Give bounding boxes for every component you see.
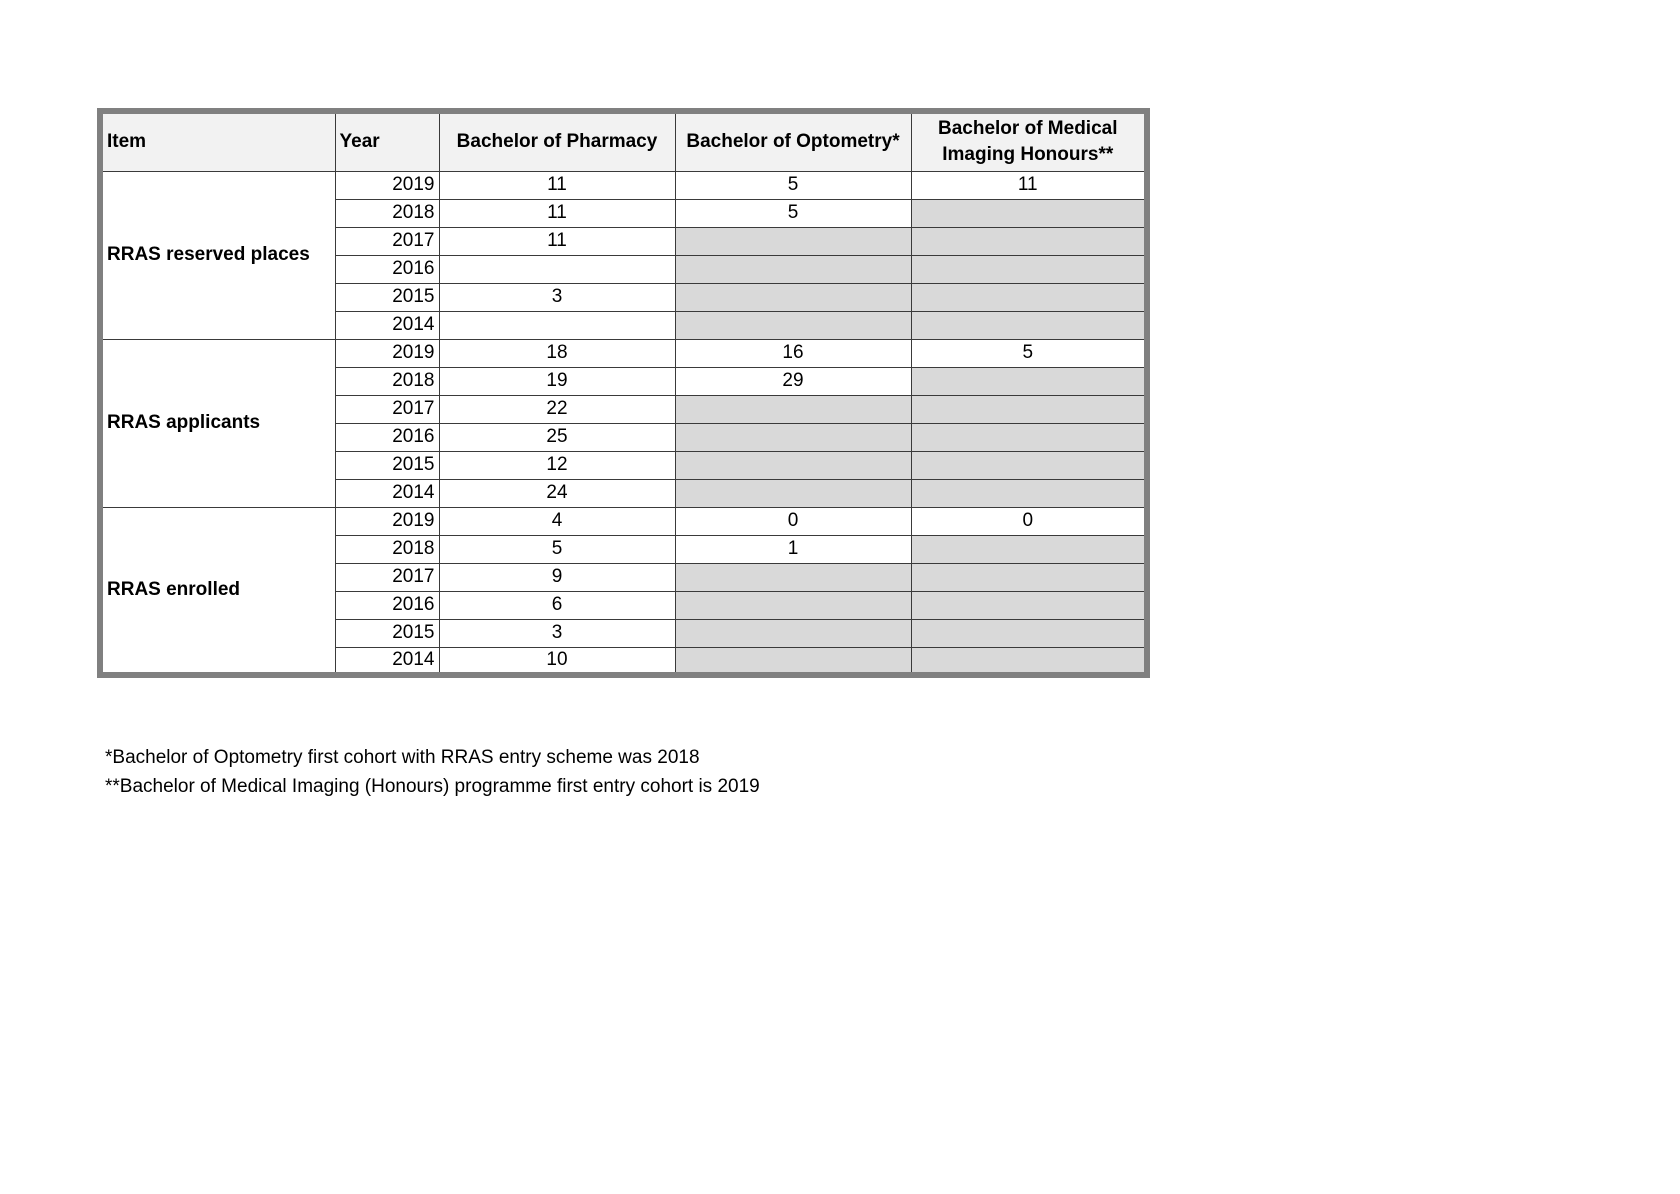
imaging-na-cell xyxy=(911,283,1147,311)
group-label: RRAS reserved places xyxy=(100,171,335,339)
optometry-na-cell xyxy=(675,619,911,647)
year-cell: 2018 xyxy=(335,199,439,227)
pharmacy-value-cell: 12 xyxy=(439,451,675,479)
optometry-value-cell: 5 xyxy=(675,171,911,199)
optometry-value-cell: 16 xyxy=(675,339,911,367)
optometry-na-cell xyxy=(675,395,911,423)
table-row xyxy=(100,507,1147,535)
pharmacy-value-cell: 25 xyxy=(439,423,675,451)
pharmacy-value-cell: 9 xyxy=(439,563,675,591)
imaging-value-cell: 5 xyxy=(911,339,1147,367)
year-cell: 2017 xyxy=(335,395,439,423)
year-cell: 2017 xyxy=(335,227,439,255)
year-cell: 2014 xyxy=(335,479,439,507)
optometry-na-cell xyxy=(675,423,911,451)
optometry-na-cell xyxy=(675,563,911,591)
footnote-imaging: **Bachelor of Medical Imaging (Honours) programme first entry cohort is 2019 xyxy=(105,776,760,797)
imaging-value-cell: 0 xyxy=(911,507,1147,535)
pharmacy-value-cell xyxy=(439,311,675,339)
imaging-na-cell xyxy=(911,395,1147,423)
footnote-optometry: *Bachelor of Optometry first cohort with RRAS entry scheme was 2018 xyxy=(105,747,700,768)
year-cell: 2016 xyxy=(335,255,439,283)
footnotes xyxy=(105,743,760,801)
group-label: RRAS applicants xyxy=(100,339,335,507)
imaging-value-cell: 11 xyxy=(911,171,1147,199)
pharmacy-value-cell: 6 xyxy=(439,591,675,619)
pharmacy-value-cell: 22 xyxy=(439,395,675,423)
optometry-na-cell xyxy=(675,255,911,283)
optometry-na-cell xyxy=(675,311,911,339)
table-row xyxy=(100,171,1147,199)
imaging-na-cell xyxy=(911,423,1147,451)
pharmacy-value-cell: 5 xyxy=(439,535,675,563)
imaging-na-cell xyxy=(911,227,1147,255)
pharmacy-value-cell xyxy=(439,255,675,283)
imaging-na-cell xyxy=(911,563,1147,591)
imaging-na-cell xyxy=(911,535,1147,563)
year-cell: 2015 xyxy=(335,451,439,479)
year-cell: 2015 xyxy=(335,283,439,311)
table-row xyxy=(100,339,1147,367)
year-cell: 2018 xyxy=(335,535,439,563)
header-year: Year xyxy=(335,111,439,171)
optometry-value-cell: 29 xyxy=(675,367,911,395)
year-cell: 2019 xyxy=(335,171,439,199)
optometry-na-cell xyxy=(675,451,911,479)
imaging-na-cell xyxy=(911,647,1147,675)
table-body xyxy=(100,171,1147,675)
pharmacy-value-cell: 11 xyxy=(439,171,675,199)
year-cell: 2014 xyxy=(335,647,439,675)
year-cell: 2014 xyxy=(335,311,439,339)
year-cell: 2019 xyxy=(335,507,439,535)
year-cell: 2019 xyxy=(335,339,439,367)
imaging-na-cell xyxy=(911,619,1147,647)
year-cell: 2015 xyxy=(335,619,439,647)
pharmacy-value-cell: 10 xyxy=(439,647,675,675)
optometry-na-cell xyxy=(675,283,911,311)
data-table xyxy=(97,108,1150,678)
header-item: Item xyxy=(100,111,335,171)
imaging-na-cell xyxy=(911,479,1147,507)
imaging-na-cell xyxy=(911,451,1147,479)
optometry-na-cell xyxy=(675,227,911,255)
optometry-na-cell xyxy=(675,479,911,507)
imaging-na-cell xyxy=(911,591,1147,619)
optometry-value-cell: 0 xyxy=(675,507,911,535)
pharmacy-value-cell: 19 xyxy=(439,367,675,395)
pharmacy-value-cell: 24 xyxy=(439,479,675,507)
optometry-na-cell xyxy=(675,591,911,619)
year-cell: 2018 xyxy=(335,367,439,395)
header-imaging: Bachelor of Medical Imaging Honours** xyxy=(911,111,1147,171)
optometry-value-cell: 5 xyxy=(675,199,911,227)
imaging-na-cell xyxy=(911,311,1147,339)
group-label: RRAS enrolled xyxy=(100,507,335,675)
imaging-na-cell xyxy=(911,255,1147,283)
header-pharmacy: Bachelor of Pharmacy xyxy=(439,111,675,171)
header-row xyxy=(100,111,1147,171)
optometry-na-cell xyxy=(675,647,911,675)
pharmacy-value-cell: 11 xyxy=(439,227,675,255)
imaging-na-cell xyxy=(911,367,1147,395)
pharmacy-value-cell: 4 xyxy=(439,507,675,535)
optometry-value-cell: 1 xyxy=(675,535,911,563)
pharmacy-value-cell: 3 xyxy=(439,619,675,647)
year-cell: 2017 xyxy=(335,563,439,591)
header-optometry: Bachelor of Optometry* xyxy=(675,111,911,171)
pharmacy-value-cell: 18 xyxy=(439,339,675,367)
pharmacy-value-cell: 3 xyxy=(439,283,675,311)
imaging-na-cell xyxy=(911,199,1147,227)
year-cell: 2016 xyxy=(335,591,439,619)
year-cell: 2016 xyxy=(335,423,439,451)
pharmacy-value-cell: 11 xyxy=(439,199,675,227)
